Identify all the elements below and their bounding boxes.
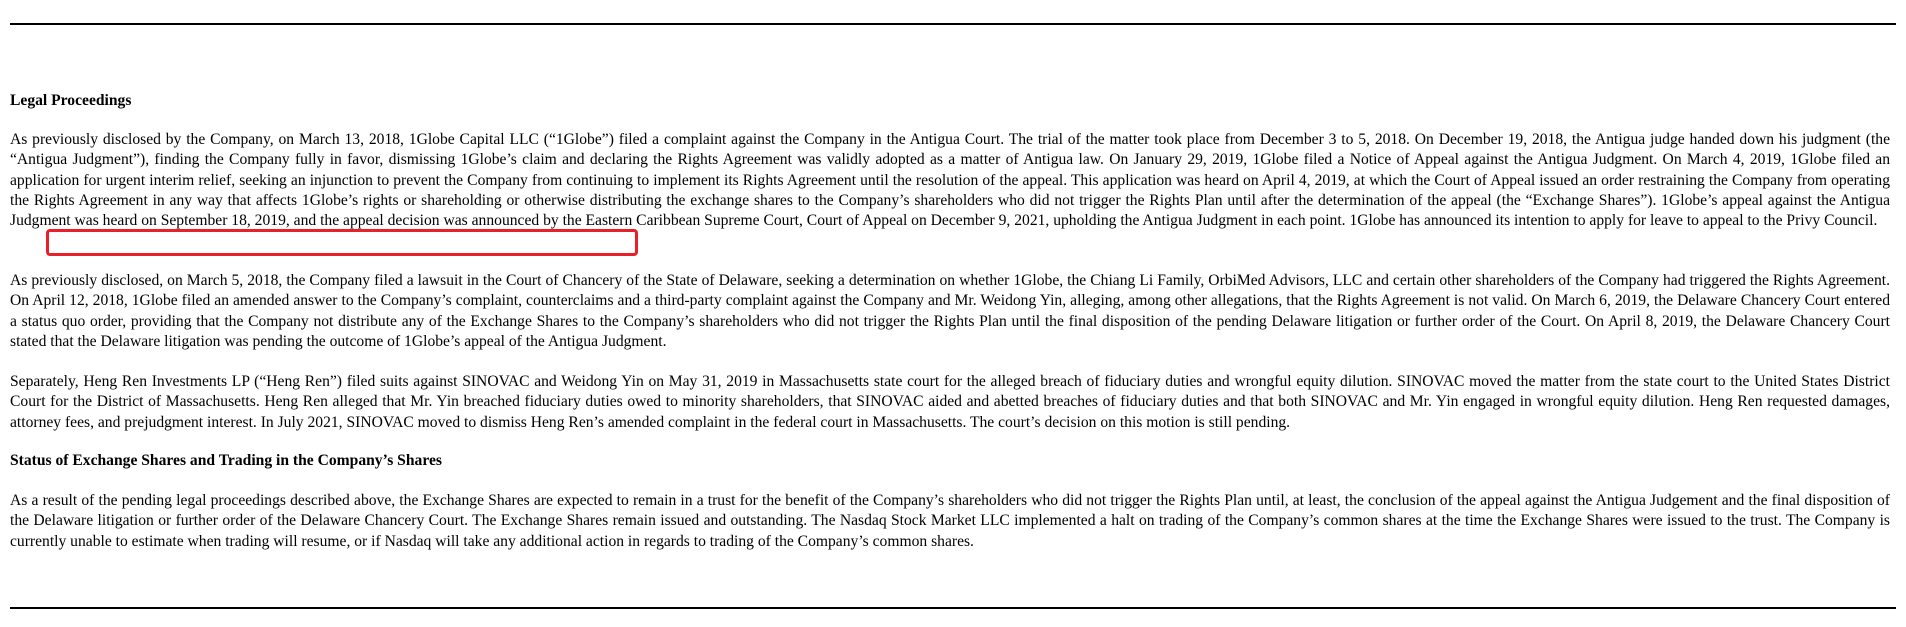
paragraph-delaware-litigation: As previously disclosed, on March 5, 2018, the Company filed a lawsuit in the Court of Chancery of the State of Delaware, seeking a determination on whether 1Globe, the Chiang Li Family, OrbiMed Advisors, LLC and certain other shareholders of the Company had triggered the Rights Agreement. On April 12, 2018, 1Globe filed an amended answer to the Company’s complaint, counterclaims and a third-party complaint against the Company and Mr. Weidong Yin, alleging, among other allegations, that the Rights Agreement is not valid. On March 6, 2019, the Delaware Chancery Court entered a status quo order, providing that the Company not distribute any of the Exchange Shares to the Company’s shareholders who did not trigger the Rights Plan until the final disposition of the pending Delaware litigation or further order of the Court. On April 8, 2019, the Delaware Chancery Court stated that the Delaware litigation was pending the outcome of 1Globe’s appeal of the Antigua Judgment. bbox=[10, 272, 1890, 350]
paragraph-antigua-litigation-text: As previously disclosed by the Company, on March 13, 2018, 1Globe Capital LLC (“1Globe”) filed a complaint against the Company in the Antigua Court. The trial of the matter took place from December 3 to 5, 2018. On December 19, 2018, the Antigua judge handed down his judgment (the “Antigua Judgment”), finding the Company fully in favor, dismissing 1Globe’s claim and declaring the Rights Agreement was validly adopted as a matter of Antigua law. On January 29, 2019, 1Globe filed a Notice of Appeal against the Antigua Judgment. On March 4, 2019, 1Globe filed an application for urgent interim relief, seeking an injunction to prevent the Company from continuing to implement its Rights Agreement until the resolution of the appeal. This application was heard on April 4, 2019, at which the Court of Appeal issued an order restraining the Company from operating the Rights Agreement in any way that affects 1Globe’s rights or shareholding or otherwise distributing the exchange shares to the Company’s shareholders who did not trigger the Rights Plan until after the determination of the appeal (the “Exchange Shares”). 1Globe’s appeal against the Antigua Judgment was heard on September 18, 2019, and the appeal decision was announced by the Eastern Caribbean Supreme Court, Court of Appeal on December 9, 2021, upholding the Antigua Judgment in each point. bbox=[10, 131, 1890, 230]
section-heading-legal-proceedings: Legal Proceedings bbox=[10, 92, 132, 109]
top-divider bbox=[10, 23, 1896, 25]
bottom-divider bbox=[10, 607, 1896, 609]
highlighted-privy-council-sentence: 1Globe has announced its intention to apply for leave to appeal to the Privy Council. bbox=[1349, 212, 1878, 230]
highlight-box bbox=[46, 229, 638, 256]
paragraph-antigua-litigation bbox=[10, 130, 1890, 231]
paragraph-exchange-shares-trust: As a result of the pending legal proceedings described above, the Exchange Shares are expected to remain in a trust for the benefit of the Company’s shareholders who did not trigger the Rights Plan until, at least, the conclusion of the appeal against the Antigua Judgement and the final disposition of the Delaware litigation or further order of the Delaware Chancery Court. The Exchange Shares remain issued and outstanding. The Nasdaq Stock Market LLC implemented a halt on trading of the Company’s common shares at the time the Exchange Shares were issued to the trust. The Company is currently unable to estimate when trading will resume, or if Nasdaq will take any additional action in regards to trading of the Company’s common shares. bbox=[10, 492, 1890, 550]
paragraph-heng-ren-suit: Separately, Heng Ren Investments LP (“Heng Ren”) filed suits against SINOVAC and Weidong Yin on May 31, 2019 in Massachusetts state court for the alleged breach of fiduciary duties and wrongful equity dilution. SINOVAC moved the matter from the state court to the United States District Court for the District of Massachusetts. Heng Ren alleged that Mr. Yin breached fiduciary duties owed to minority shareholders, that SINOVAC aided and abetted breaches of fiduciary duties and that both SINOVAC and Mr. Yin engaged in wrongful equity dilution. Heng Ren requested damages, attorney fees, and prejudgment interest. In July 2021, SINOVAC moved to dismiss Heng Ren’s amended complaint in the federal court in Massachusetts. The court’s decision on this motion is still pending. bbox=[10, 373, 1890, 431]
section-heading-exchange-shares-status: Status of Exchange Shares and Trading in the Company’s Shares bbox=[10, 452, 442, 469]
